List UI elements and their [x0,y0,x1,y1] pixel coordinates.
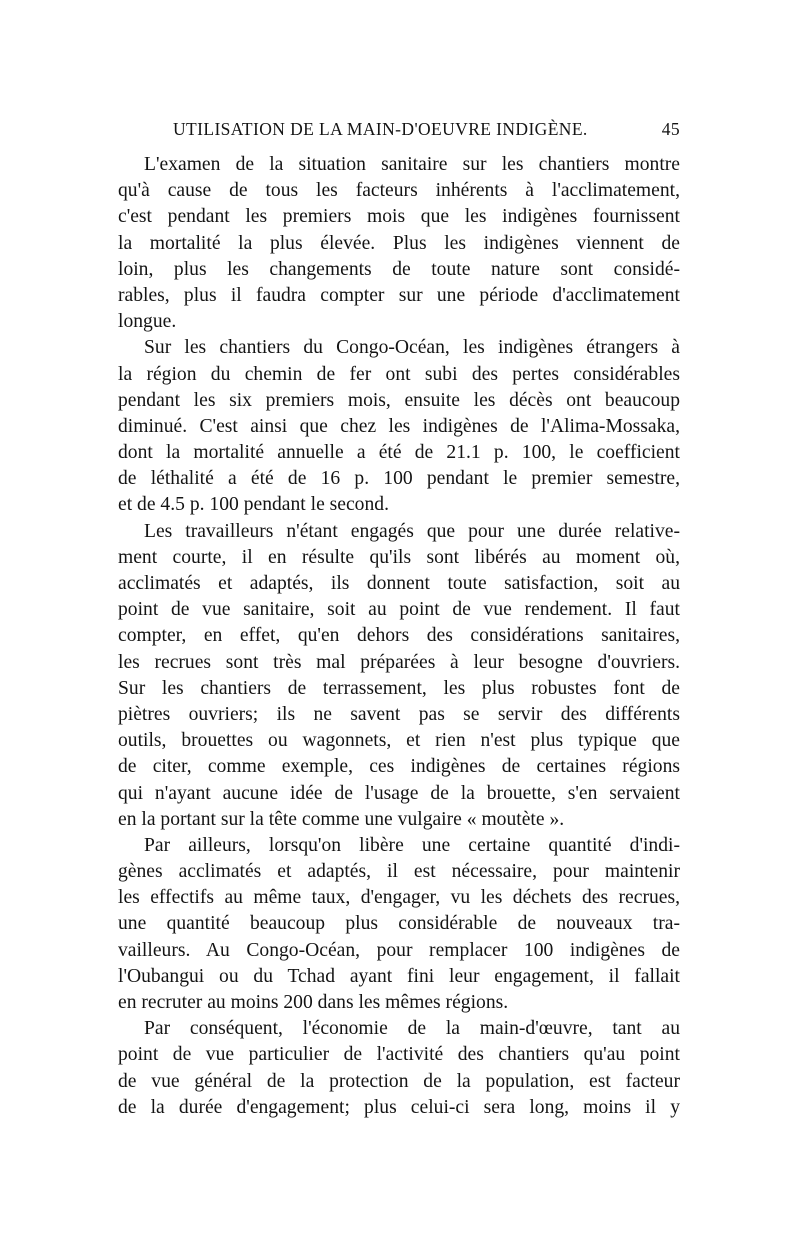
text-line: compter, en effet, qu'en dehors des considérations sanitaires, [118,625,680,647]
running-head [118,119,680,143]
text-line: piètres ouvriers; ils ne savent pas se servir des différents [118,703,680,725]
text-line: diminué. C'est ainsi que chez les indigènes de l'Alima-Mossaka, [118,415,680,437]
text-line: les effectifs au même taux, d'engager, vu les déchets des recrues, [118,887,680,909]
text-line: dont la mortalité annuelle a été de 21.1 p. 100, le coefficient [118,442,680,464]
text-line: Les travailleurs n'étant engagés que pour une durée relative- [144,520,680,542]
text-line: de léthalité a été de 16 p. 100 pendant le premier semestre, [118,468,680,490]
paragraph [118,335,680,518]
text-line: pendant les six premiers mois, ensuite les décès ont beaucoup [118,389,680,411]
paragraph [118,152,680,335]
text-line: Par conséquent, l'économie de la main-d'œuvre, tant au [144,1018,680,1040]
paragraph [118,519,680,833]
text-line: c'est pendant les premiers mois que les indigènes fournissent [118,206,680,228]
text-line: l'Oubangui ou du Tchad ayant fini leur engagement, il fallait [118,965,680,987]
text-line: en la portant sur la tête comme une vulgaire « moutète ». [118,808,565,830]
text-line: point de vue sanitaire, soit au point de vue rendement. Il faut [118,599,680,621]
text-line: vailleurs. Au Congo-Océan, pour remplacer 100 indigènes de [118,939,680,961]
text-line: de vue général de la protection de la population, est facteur [118,1070,680,1092]
text-line: L'examen de la situation sanitaire sur les chantiers montre [144,154,680,175]
text-line: loin, plus les changements de toute nature sont considé- [118,258,680,280]
text-line: ment courte, il en résulte qu'ils sont libérés au moment où, [118,546,680,568]
text-line: la mortalité la plus élevée. Plus les indigènes viennent de [118,232,680,254]
text-line: une quantité beaucoup plus considérable de nouveaux tra- [118,913,680,935]
body-text [118,152,680,1121]
text-line: outils, brouettes ou wagonnets, et rien n'est plus typique que [118,730,680,752]
text-line: qu'à cause de tous les facteurs inhérents à l'acclimatement, [118,180,680,202]
text-line: acclimatés et adaptés, ils donnent toute satisfaction, soit au [118,573,680,594]
text-line: Par ailleurs, lorsqu'on libère une certaine quantité d'indi- [144,834,680,856]
running-title: UTILISATION DE LA MAIN-D'OEUVRE INDIGÈNE. [173,119,588,139]
text-line: point de vue particulier de l'activité des chantiers qu'au point [118,1044,680,1066]
text-line: en recruter au moins 200 dans les mêmes régions. [118,992,509,1013]
text-line: les recrues sont très mal préparées à leur besogne d'ouvriers. [118,651,680,673]
text-line: longue. [118,311,177,333]
text-line: qui n'ayant aucune idée de l'usage de la brouette, s'en servaient [118,782,680,804]
text-line: rables, plus il faudra compter sur une période d'acclimatement [118,284,680,306]
text-line: et de 4.5 p. 100 pendant le second. [118,494,389,516]
text-line: Sur les chantiers de terrassement, les plus robustes font de [118,677,680,699]
text-line: gènes acclimatés et adaptés, il est nécessaire, pour maintenir [118,861,680,883]
paragraph [118,833,680,1016]
text-line: la région du chemin de fer ont subi des pertes considérables [118,363,680,385]
text-line: de citer, comme exemple, ces indigènes de certaines régions [118,756,680,778]
text-line: de la durée d'engagement; plus celui-ci sera long, moins il y [118,1096,680,1118]
text-line: Sur les chantiers du Congo-Océan, les indigènes étrangers à [144,337,680,359]
page-number: 45 [661,119,680,139]
paragraph [118,1016,680,1121]
